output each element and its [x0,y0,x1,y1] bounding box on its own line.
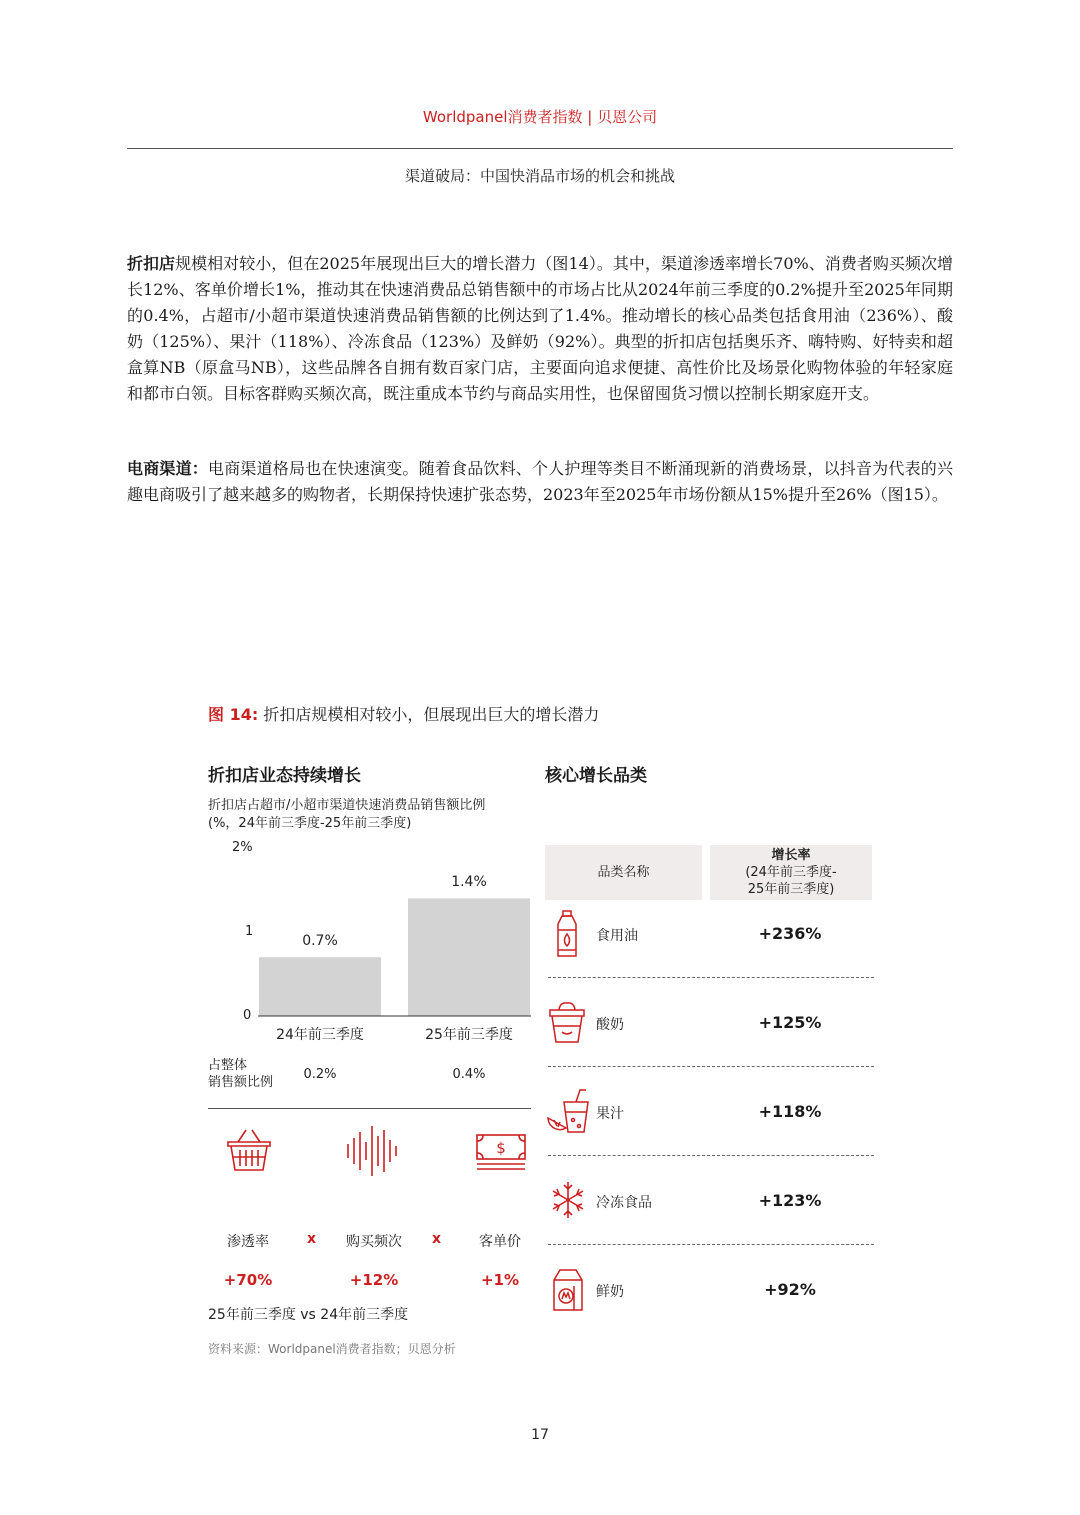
figure-number: 图 14: [208,705,259,724]
basket-icon [224,1126,274,1174]
multiply-operator: x [307,1231,317,1247]
header-text: 增长率 [771,848,811,863]
metric-label: 渗透率 [227,1234,269,1250]
paragraph-text: 电商渠道格局也在快速演变。随着食品饮料、个人护理等类目不断涌现新的消费场景，以抖音为代表的兴趣电商吸引了越来越多的购物者，长期保持快速扩张态势，2023年至2025年市场份额从15%提升至26%（图15）。 [127,459,953,504]
yogurt-icon [548,1000,586,1044]
svg-text:$: $ [496,1139,506,1157]
growth-value: +92% [764,1280,816,1299]
category-name: 食用油 [596,928,638,944]
table-header-growth [710,845,872,900]
source-note: 资料来源：Worldpanel消费者指数；贝恩分析 [208,1342,456,1356]
paragraph-discount-stores [127,251,953,407]
page-number: 17 [531,1427,549,1443]
header-divider [127,148,953,149]
bar-data-label: 1.4% [451,874,487,891]
paragraph-text: 规模相对较小，但在2025年展现出巨大的增长潜力（图14）。其中，渠道渗透率增长70%、消费者购买频次增长12%、客单价增长1%，推动其在快速消费品总销售额中的市场占比从2024年前三季度的0.2%提升至2025年同期的0.4%，占超市/小超市渠道快速消费品销售额的比例达到了1.4%。推动增长的核心品类包括食用油（236%）、酸奶（125%）、果汁（118%）、冷冻食品（123%）及鲜奶（92%）。典型的折扣店包括奥乐齐、嗨特购、好特卖和超盒算NB（原盒马NB），这些品牌各自拥有数百家门店，主要面向追求便捷、高性价比及场景化购物体验的年轻家庭和都市白领。目标客群购买频次高，既注重成本节约与商品实用性，也保留囤货习惯以控制长期家庭开支。 [127,254,953,403]
row-divider [548,1066,874,1067]
row-divider [548,1244,874,1245]
paragraph-lead: 电商渠道： [127,459,208,478]
right-section-heading: 核心增长品类 [545,766,647,786]
metric-value: +70% [223,1271,273,1289]
left-section-heading: 折扣店业态持续增长 [208,766,361,786]
header-text: 品类名称 [597,865,650,880]
paragraph-ecommerce [127,456,953,508]
x-category-label: 25年前三季度 [425,1027,513,1043]
share-label-line: 占整体 [208,1058,248,1073]
share-value: 0.4% [452,1067,486,1082]
juice-icon [546,1088,592,1136]
category-name: 果汁 [596,1106,624,1122]
category-name: 冷冻食品 [596,1195,652,1211]
chart-unit-note: (%，24年前三季度-25年前三季度) [208,816,412,831]
bar-data-label: 0.7% [302,933,338,950]
header-text: 25年前三季度) [747,882,835,897]
share-label-line: 销售额比例 [208,1075,274,1090]
comparison-note: 25年前三季度 vs 24年前三季度 [208,1307,409,1323]
metric-label: 购买频次 [346,1234,402,1250]
metric-value: +1% [480,1271,520,1289]
row-divider [548,977,874,978]
figure-title [208,702,599,725]
growth-value: +118% [758,1102,822,1121]
x-category-label: 24年前三季度 [276,1027,364,1043]
oil-bottle-icon [554,910,580,958]
y-tick-label: 1 [245,924,254,939]
y-tick-label: 0 [243,1008,252,1023]
metric-label: 客单价 [479,1234,521,1250]
category-name: 酸奶 [596,1017,624,1033]
bar-25年前三季度 [408,898,530,1016]
section-divider [208,1108,531,1109]
chart-subtitle: 折扣店占超市/小超市渠道快速消费品销售额比例 [208,798,486,813]
frequency-wave-icon [345,1124,403,1178]
growth-value: +123% [758,1191,822,1210]
growth-value: +236% [758,924,822,943]
metric-value: +12% [349,1271,399,1289]
row-divider [548,1155,874,1156]
share-value: 0.2% [303,1067,337,1082]
growth-value: +125% [758,1013,822,1032]
paragraph-lead: 折扣店 [127,254,176,273]
report-subtitle: 渠道破局：中国快消品市场的机会和挑战 [404,167,675,185]
multiply-operator: x [432,1231,442,1247]
figure-title-text: 折扣店规模相对较小，但展现出巨大的增长潜力 [263,705,600,724]
report-brand: Worldpanel消费者指数 | 贝恩公司 [422,108,658,126]
share-label [208,1057,273,1091]
table-header-category [545,845,702,900]
y-tick-label: 2% [232,840,253,855]
category-name: 鲜奶 [596,1284,624,1300]
bar-24年前三季度 [259,957,381,1016]
snowflake-icon [549,1180,587,1220]
cash-bill-icon [474,1132,528,1172]
milk-icon [550,1266,586,1312]
header-text: (24年前三季度- [745,865,837,880]
